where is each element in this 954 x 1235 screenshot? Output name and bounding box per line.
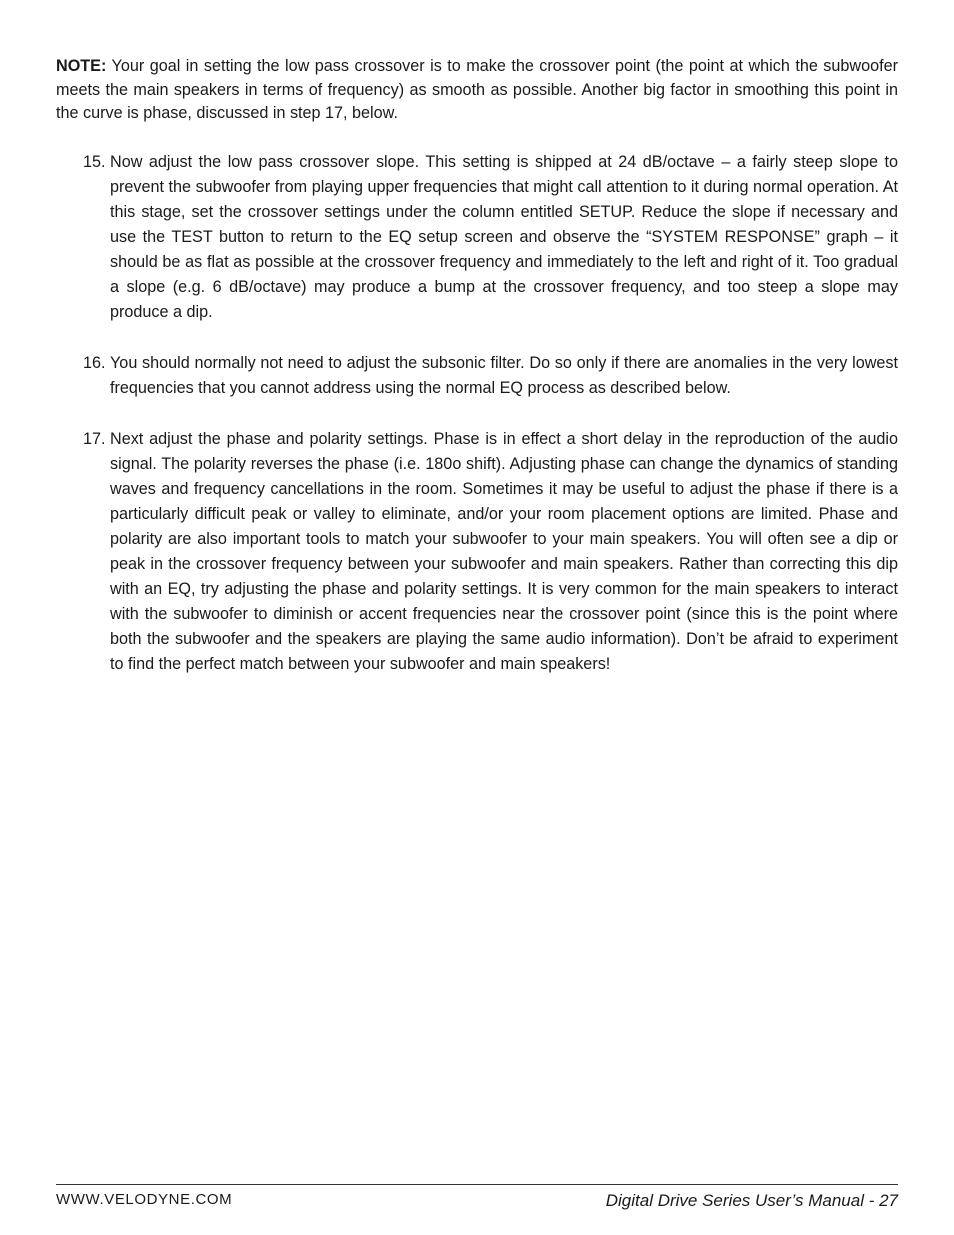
step-number: 16. [83, 353, 106, 372]
list-item-step-16 [56, 351, 898, 401]
page-body [56, 55, 898, 703]
footer-divider [56, 1184, 898, 1185]
note-text: Your goal in setting the low pass crossover is to make the crossover point (the point at which the subwoofer meets the main speakers in terms of frequency) as smooth as possible. Another big factor in smoothing this point in the curve is phase, discussed in step 17, below. [56, 57, 898, 122]
list-item-step-17 [56, 427, 898, 677]
list-item-step-15 [56, 150, 898, 325]
step-text: You should normally not need to adjust the subsonic filter. Do so only if there are anomalies in the very lowest frequencies that you cannot address using the normal EQ process as described below. [110, 353, 898, 397]
note-label: NOTE: [56, 57, 107, 75]
step-text: Now adjust the low pass crossover slope. This setting is shipped at 24 dB/octave – a fairly steep slope to prevent the subwoofer from playing upper frequencies that might call attention to it during normal operation. At this stage, set the crossover settings under the column entitled SETUP. Reduce the slope if necessary and use the TEST button to return to the EQ setup screen and observe the “SYSTEM RESPONSE” graph – it should be as flat as possible at the crossover frequency and immediately to the left and right of it. Too gradual a slope (e.g. 6 dB/octave) may produce a bump at the crossover frequency, and too steep a slope may produce a dip. [110, 152, 898, 321]
footer-website: WWW.VELODYNE.COM [56, 1191, 233, 1208]
steps-list [56, 150, 898, 677]
note-paragraph [56, 55, 898, 126]
step-text: Next adjust the phase and polarity settings. Phase is in effect a short delay in the reproduction of the audio signal. The polarity reverses the phase (i.e. 180o shift). Adjusting phase can change the dynamics of standing waves and frequency cancellations in the room. Sometimes it may be useful to adjust the phase if there is a particularly difficult peak or valley to eliminate, and/or your room placement options are limited. Phase and polarity are also important tools to match your subwoofer to your main speakers. You will often see a dip or peak in the crossover frequency between your subwoofer and main speakers. Rather than correcting this dip with an EQ, try adjusting the phase and polarity settings. It is very common for the main speakers to interact with the subwoofer to diminish or accent frequencies near the crossover point (since this is the point where both the subwoofer and the speakers are playing the same audio information). Don’t be afraid to experiment to find the perfect match between your subwoofer and main speakers! [110, 429, 898, 673]
step-number: 17. [83, 429, 106, 448]
step-number: 15. [83, 152, 106, 171]
footer-page-label: Digital Drive Series User’s Manual - 27 [605, 1191, 898, 1210]
